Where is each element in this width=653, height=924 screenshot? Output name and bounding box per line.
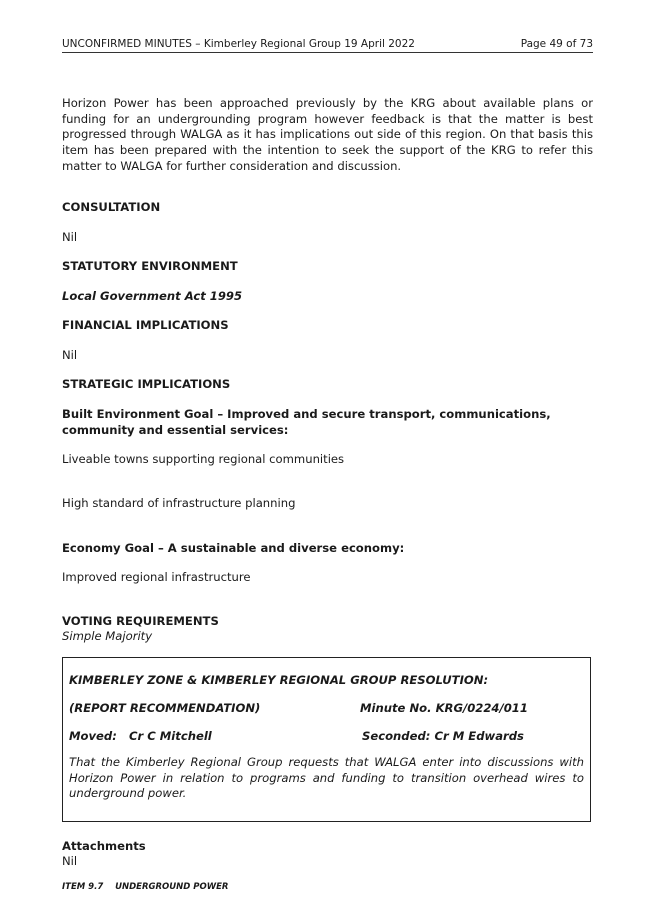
page-header: [62, 38, 593, 53]
strategic-goal2-item1: Improved regional infrastructure: [62, 570, 251, 584]
consultation-value: Nil: [62, 230, 78, 244]
strategic-goal-economy: Economy Goal – A sustainable and diverse economy:: [62, 541, 405, 555]
attachments-value: Nil: [62, 854, 78, 868]
strategic-goal1-item1: Liveable towns supporting regional communities: [62, 452, 345, 466]
financial-value: Nil: [62, 348, 78, 362]
page-number: Page 49 of 73: [520, 38, 593, 50]
attachments-heading: Attachments: [62, 839, 146, 853]
statutory-value: Local Government Act 1995: [62, 289, 243, 303]
minute-number: Minute No. KRG/0224/011: [360, 701, 528, 715]
page-footer: ITEM 9.7 UNDERGROUND POWER: [62, 882, 229, 892]
intro-paragraph: Horizon Power has been approached previously by the KRG about available plans or funding for an undergrounding program however feedback is that the matter is best progressed through WALGA as it has implications out side of this region. On that basis this item has been prepared with the intention to seek the support of the KRG to refer this matter to WALGA for further consideration and discussion.: [62, 96, 593, 173]
financial-heading: FINANCIAL IMPLICATIONS: [62, 318, 229, 332]
strategic-goal1-item2: High standard of infrastructure planning: [62, 496, 296, 510]
moved-by: Moved: Cr C Mitchell: [69, 729, 212, 743]
strategic-heading: STRATEGIC IMPLICATIONS: [62, 377, 231, 391]
statutory-heading: STATUTORY ENVIRONMENT: [62, 259, 238, 273]
seconded-by: Seconded: Cr M Edwards: [362, 729, 524, 743]
resolution-text: That the Kimberley Regional Group requests that WALGA enter into discussions with Horizon Power in relation to programs and funding to transition overhead wires to underground power.: [69, 755, 584, 801]
consultation-heading: CONSULTATION: [62, 200, 161, 214]
resolution-title: KIMBERLEY ZONE & KIMBERLEY REGIONAL GROUP RESOLUTION:: [69, 673, 489, 687]
voting-value: Simple Majority: [62, 629, 153, 643]
report-recommendation: (REPORT RECOMMENDATION): [69, 701, 261, 715]
voting-heading: VOTING REQUIREMENTS: [62, 614, 219, 628]
header-title: UNCONFIRMED MINUTES – Kimberley Regional Group 19 April 2022: [62, 38, 415, 50]
strategic-goal-built-environment: Built Environment Goal – Improved and secure transport, communications, community and essential services:: [62, 407, 551, 437]
resolution-box: [62, 657, 591, 822]
